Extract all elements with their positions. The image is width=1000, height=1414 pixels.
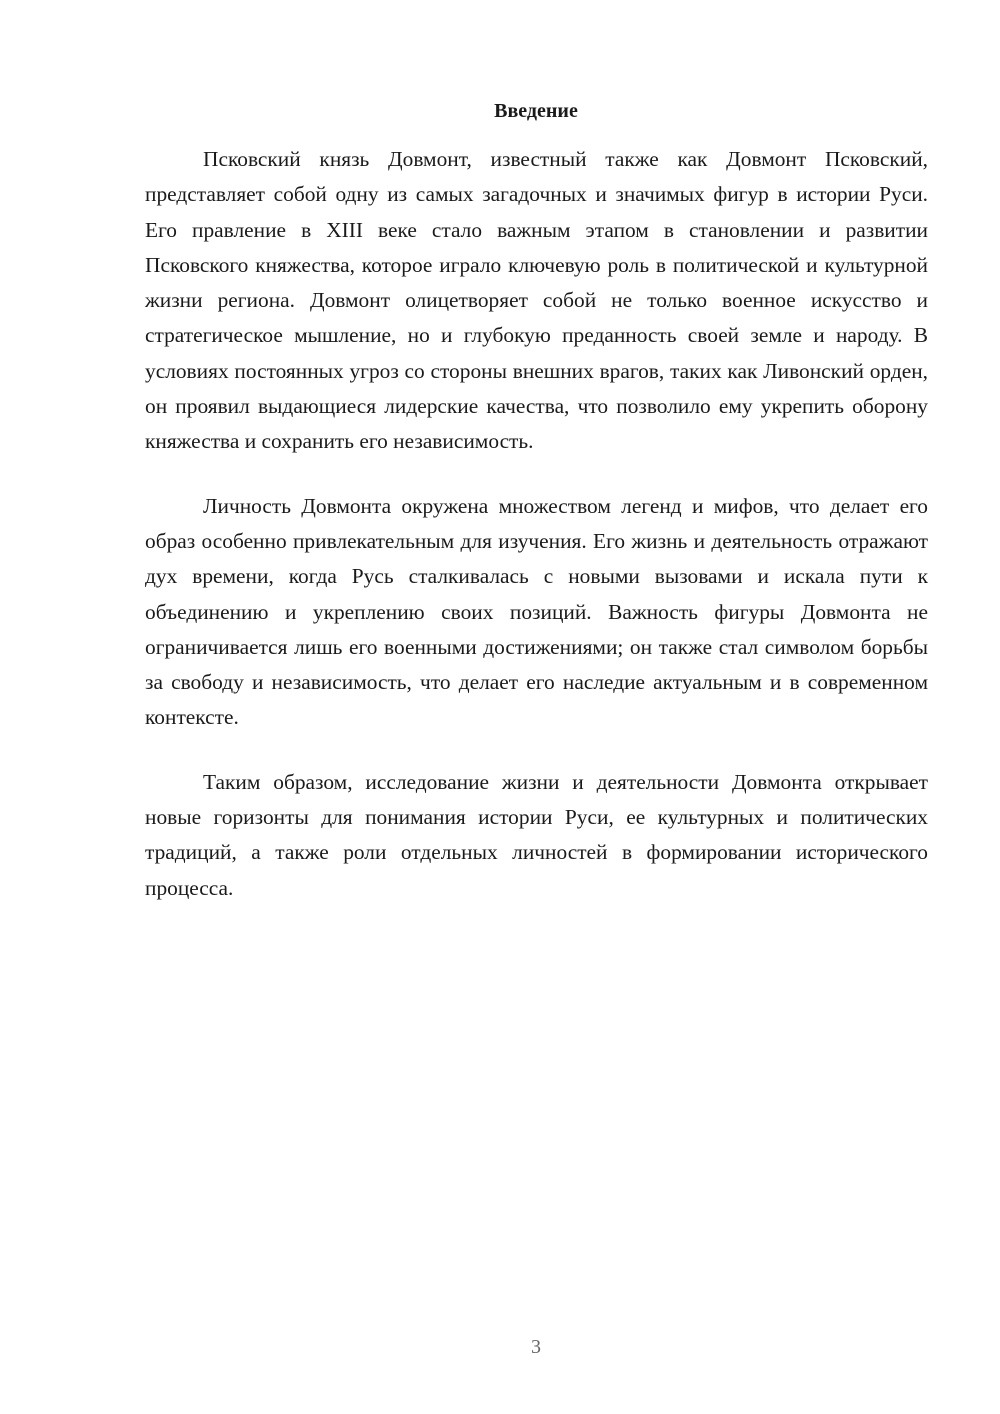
paragraph-1: Псковский князь Довмонт, известный также как Довмонт Псковский, представляет собой одну из самых загадочных и значимых фигур в истории Руси. Его правление в XIII веке стало важным этапом в становлении и развитии Псковского княжества, которое играло ключевую роль в политической и культурной жизни региона. Довмонт олицетворяет собой не только военное искусство и стратегическое мышление, но и глубокую преданность своей земле и народу. В условиях постоянных угроз со стороны внешних врагов, таких как Ливонский орден, он проявил выдающиеся лидерские качества, что позволило ему укрепить оборону княжества и сохранить его независимость. <box>145 147 928 454</box>
paragraph-2: Личность Довмонта окружена множеством легенд и мифов, что делает его образ особенно привлекательным для изучения. Его жизнь и деятельность отражают дух времени, когда Русь сталкивалась с новыми вызовами и искала пути к объединению и укреплению своих позиций. Важность фигуры Довмонта не ограничивается лишь его военными достижениями; он также стал символом борьбы за свободу и независимость, что делает его наследие актуальным и в современном контексте. <box>145 493 928 730</box>
document-body <box>145 142 928 935</box>
page-title: Введение <box>494 100 578 122</box>
paragraph-3: Таким образом, исследование жизни и деятельности Довмонта открывает новые горизонты для понимания истории Руси, ее культурных и политических традиций, а также роли отдельных личностей в формировании исторического процесса. <box>145 769 928 900</box>
page-number: 3 <box>531 1336 541 1358</box>
